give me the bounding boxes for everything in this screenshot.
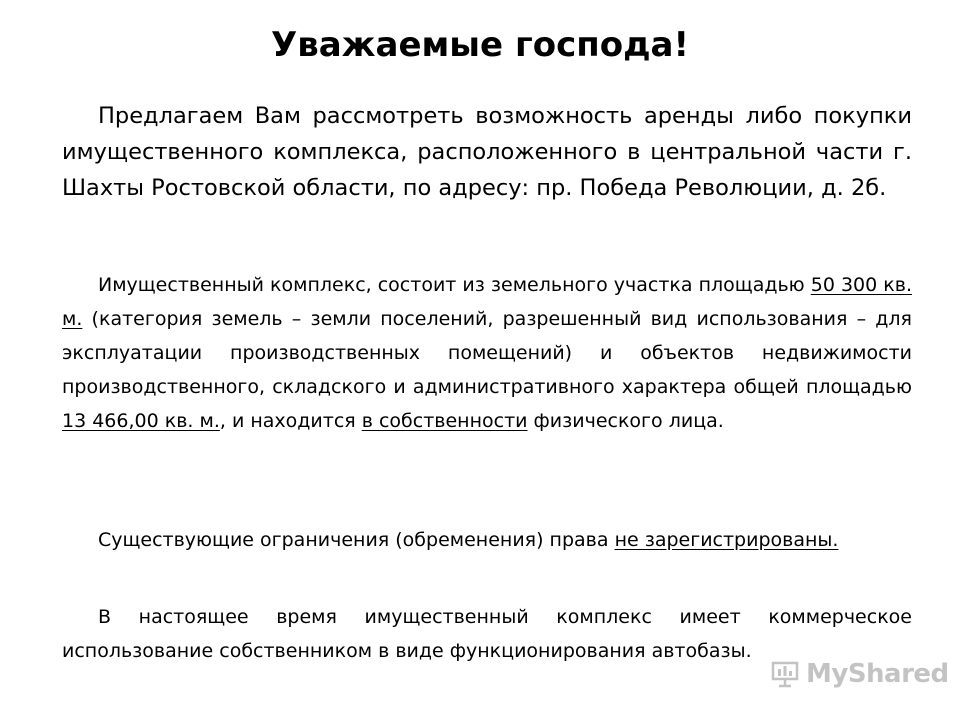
watermark bbox=[770, 654, 949, 694]
description-text-3: , и находится bbox=[219, 410, 362, 432]
property-description-paragraph bbox=[62, 268, 912, 438]
intro-paragraph: Предлагаем Вам рассмотреть возможность аренды либо покупки имущественного комплекса, расположенного в центральной части г. Шахты Ростовской области, по адресу: пр. Победа Революции, д. 2б. bbox=[62, 103, 912, 201]
slide-title: Уважаемые господа! bbox=[271, 25, 689, 65]
restrictions-paragraph bbox=[62, 523, 912, 557]
description-text-1: Имущественный комплекс, состоит из земельного участка площадью bbox=[98, 274, 811, 296]
ownership-value: в собственности bbox=[361, 410, 528, 432]
watermark-text: MyShared bbox=[806, 659, 949, 689]
restrictions-text: Существующие ограничения (обременения) права bbox=[98, 529, 615, 551]
total-area-value: 13 466,00 кв. м. bbox=[62, 410, 220, 432]
current-use-paragraph: В настоящее время имущественный комплекс имеет коммерческое использование собственником в виде функционирования автобазы. bbox=[62, 606, 912, 662]
description-text-4: физического лица. bbox=[527, 410, 724, 432]
land-area-value: 50 300 кв. м. bbox=[62, 274, 913, 330]
restrictions-status: не зарегистрированы. bbox=[614, 529, 839, 551]
description-text-2: (категория земель – земли поселений, разрешенный вид использования – для эксплуатации производственных помещений) и объектов недвижимости производственного, складского и административного характера общей площадью bbox=[62, 308, 912, 398]
presentation-board-icon bbox=[770, 659, 800, 689]
